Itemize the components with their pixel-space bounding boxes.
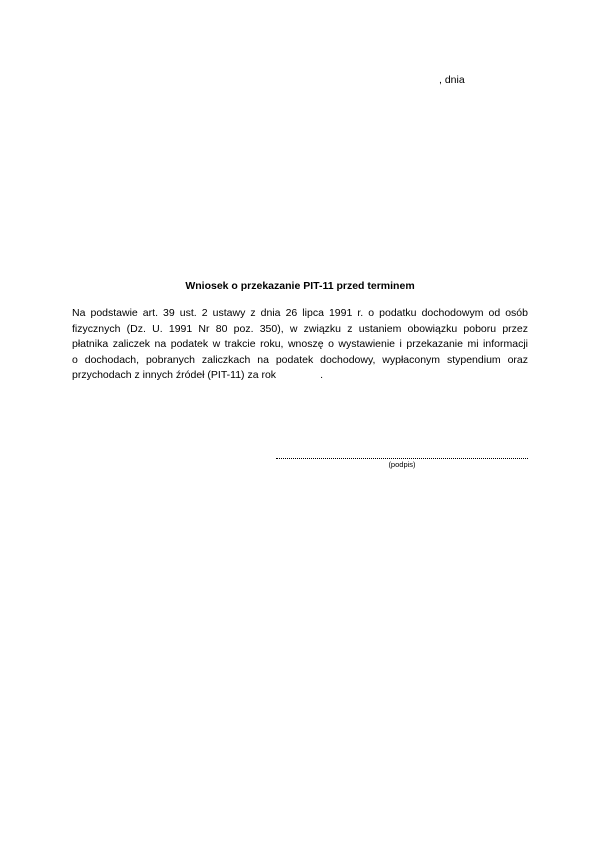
body-line-last-prefix: przychodach z innych źródeł (PIT-11) za rok: [72, 369, 277, 381]
body-line-last: [72, 368, 528, 384]
signature-label: (podpis): [388, 460, 416, 469]
date-line: , dnia: [439, 74, 465, 86]
body-line: płatnika zaliczek na podatek w trakcie roku, wnoszę o wystawienie i przekazanie mi informacji: [72, 338, 528, 350]
body-line: o dochodach, pobranych zaliczkach na podatek dochodowy, wypłaconym stypendium oraz: [72, 353, 528, 366]
signature-line: [276, 448, 528, 459]
body-line: Na podstawie art. 39 ust. 2 ustawy z dnia 26 lipca 1991 r. o podatku dochodowym od osób: [72, 307, 528, 319]
document-body: [72, 306, 528, 384]
body-line: fizycznych (Dz. U. 1991 Nr 80 poz. 350), w związku z ustaniem obowiązku poboru przez: [72, 322, 528, 335]
body-line-last-suffix: .: [320, 369, 323, 381]
document-title: Wniosek o przekazanie PIT-11 przed terminem: [185, 280, 415, 292]
